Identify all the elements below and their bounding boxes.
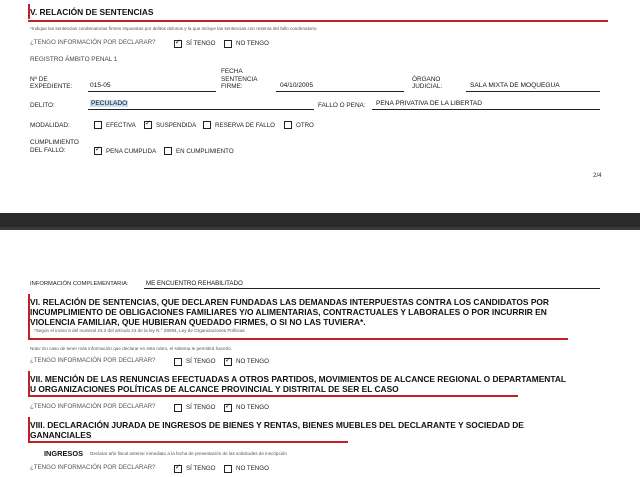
delito-label: DELITO: [30, 102, 55, 109]
section-7-yes-checkbox[interactable] [174, 404, 182, 412]
ingresos-note: Declarar año fiscal anterior inmediato a la fecha de presentación de las solicitudes de inscripción [90, 451, 287, 456]
section-5-note: *Indique las sentencias condenatorias firmes impuestas por delitos dolosos y la que incluye las sentencias con reserva del fallo condenatorio [30, 26, 317, 31]
fallo-label: FALLO O PENA: [318, 102, 366, 109]
info-complementaria-underline [144, 288, 600, 289]
section-8-yes-label: SÍ TENGO [186, 465, 216, 472]
section-6-title: VI. RELACIÓN DE SENTENCIAS, QUE DECLAREN FUNDADAS LAS DEMANDAS INTERPUESTAS CONTRA LOS CANDIDATOS POR INCUMPLIMIENTO DE OBLIGACIONES FAMILIARES Y/O ALIMENTARIAS, CONTRACTUALES Y LABORALES O POR INCURRIR EN VIOLENCIA FAMILIAR, QUE HUBIERAN QUEDADO FIRMES, O SI NO LAS TUVIERA*. [30, 297, 549, 327]
section-8-title: VIII. DECLARACIÓN JURADA DE INGRESOS DE BIENES Y RENTAS, BIENES MUEBLES DEL DECLARANTE Y SOCIEDAD DE GANANCIALES [30, 420, 524, 440]
section-7-title: VII. MENCIÓN DE LAS RENUNCIAS EFECTUADAS A OTROS PARTIDOS, MOVIMIENTOS DE ALCANCE REGIONAL O DEPARTAMENTAL U ORGANIZACIONES POLÍTICAS DE ALCANCE PROVINCIAL Y DISTRITAL DE SER EL CASO [30, 374, 566, 394]
section-8-question: ¿TENGO INFORMACIÓN POR DECLARAR? [30, 464, 156, 471]
section-5-question: ¿TENGO INFORMACIÓN POR DECLARAR? [30, 39, 156, 46]
fecha-underline [276, 91, 404, 92]
section-8-no-label: NO TENGO [236, 465, 269, 472]
modalidad-suspendida-checkbox[interactable] [144, 121, 152, 129]
section-8-rule [28, 441, 348, 443]
section-6-no-label: NO TENGO [236, 358, 269, 365]
organo-label: ÓRGANO JUDICIAL: [412, 76, 443, 90]
fecha-value: 04/10/2005 [280, 82, 314, 89]
modalidad-otro-label: OTRO [296, 122, 314, 129]
section-5-yes-checkbox[interactable] [174, 40, 182, 48]
section-7-no-label: NO TENGO [236, 404, 269, 411]
section-6-yes-checkbox[interactable] [174, 358, 182, 366]
section-7-question: ¿TENGO INFORMACIÓN POR DECLARAR? [30, 403, 156, 410]
section-6-yes-label: SÍ TENGO [186, 358, 216, 365]
expediente-underline [88, 91, 216, 92]
section-7-yes-label: SÍ TENGO [186, 404, 216, 411]
section-6-no-checkbox[interactable] [224, 358, 232, 366]
cumplimiento-en-curso-label: EN CUMPLIMIENTO [176, 148, 234, 155]
cumplimiento-cumplida-label: PENA CUMPLIDA [106, 148, 157, 155]
organo-value: SALA MIXTA DE MOQUEGUA [470, 82, 560, 89]
section-7-no-checkbox[interactable] [224, 404, 232, 412]
section-5-no-checkbox[interactable] [224, 40, 232, 48]
expediente-value: 015-05 [90, 82, 111, 89]
section-6-note: Nota: En caso de tener más información que declarar en este rubro, el sistema le permitirá hacerlo. [30, 346, 232, 351]
section-6-rule [28, 338, 568, 340]
registro-title: REGISTRO ÁMBITO PENAL 1 [30, 56, 118, 63]
modalidad-efectiva-checkbox[interactable] [94, 121, 102, 129]
section-8-yes-checkbox[interactable] [174, 465, 182, 473]
modalidad-label: MODALIDAD: [30, 122, 70, 129]
modalidad-efectiva-label: EFECTIVA [106, 122, 136, 129]
section-5-no-label: NO TENGO [236, 40, 269, 47]
modalidad-reserva-checkbox[interactable] [203, 121, 211, 129]
delito-underline [88, 109, 314, 110]
section-6-footnote: *Según el inciso 6 del numeral 23.3 del artículo 23 de la ley N.° 28094, Ley de Organizaciones Políticas [34, 328, 245, 333]
section-8-no-checkbox[interactable] [224, 465, 232, 473]
info-complementaria-value: ME ENCUENTRO REHABILITADO [146, 280, 243, 287]
page-number: 2/4 [593, 172, 602, 179]
delito-value: PECULADO [91, 100, 128, 107]
section-5-title: V. RELACIÓN DE SENTENCIAS [30, 7, 154, 17]
modalidad-reserva-label: RESERVA DE FALLO [215, 122, 275, 129]
page-break-shadow [0, 227, 640, 230]
fallo-underline [372, 109, 600, 110]
fallo-value: PENA PRIVATIVA DE LA LIBERTAD [376, 100, 483, 107]
expediente-label: Nº DE EXPEDIENTE: [30, 76, 73, 90]
cumplimiento-en-curso-checkbox[interactable] [164, 147, 172, 155]
modalidad-otro-checkbox[interactable] [284, 121, 292, 129]
info-complementaria-label: INFORMACIÓN COMPLEMENTARIA: [30, 281, 129, 287]
page-break-band [0, 213, 640, 227]
section-7-rule [28, 395, 518, 397]
cumplimiento-cumplida-checkbox[interactable] [94, 147, 102, 155]
section-6-question: ¿TENGO INFORMACIÓN POR DECLARAR? [30, 357, 156, 364]
section-5-yes-label: SÍ TENGO [186, 40, 216, 47]
section-5-rule [28, 20, 608, 22]
cumplimiento-label: CUMPLIMIENTO DEL FALLO: [30, 139, 79, 154]
fecha-label: FECHA SENTENCIA FIRME: [221, 68, 258, 90]
modalidad-suspendida-label: SUSPENDIDA [156, 122, 197, 129]
organo-underline [466, 91, 600, 92]
ingresos-label: INGRESOS [44, 449, 84, 458]
